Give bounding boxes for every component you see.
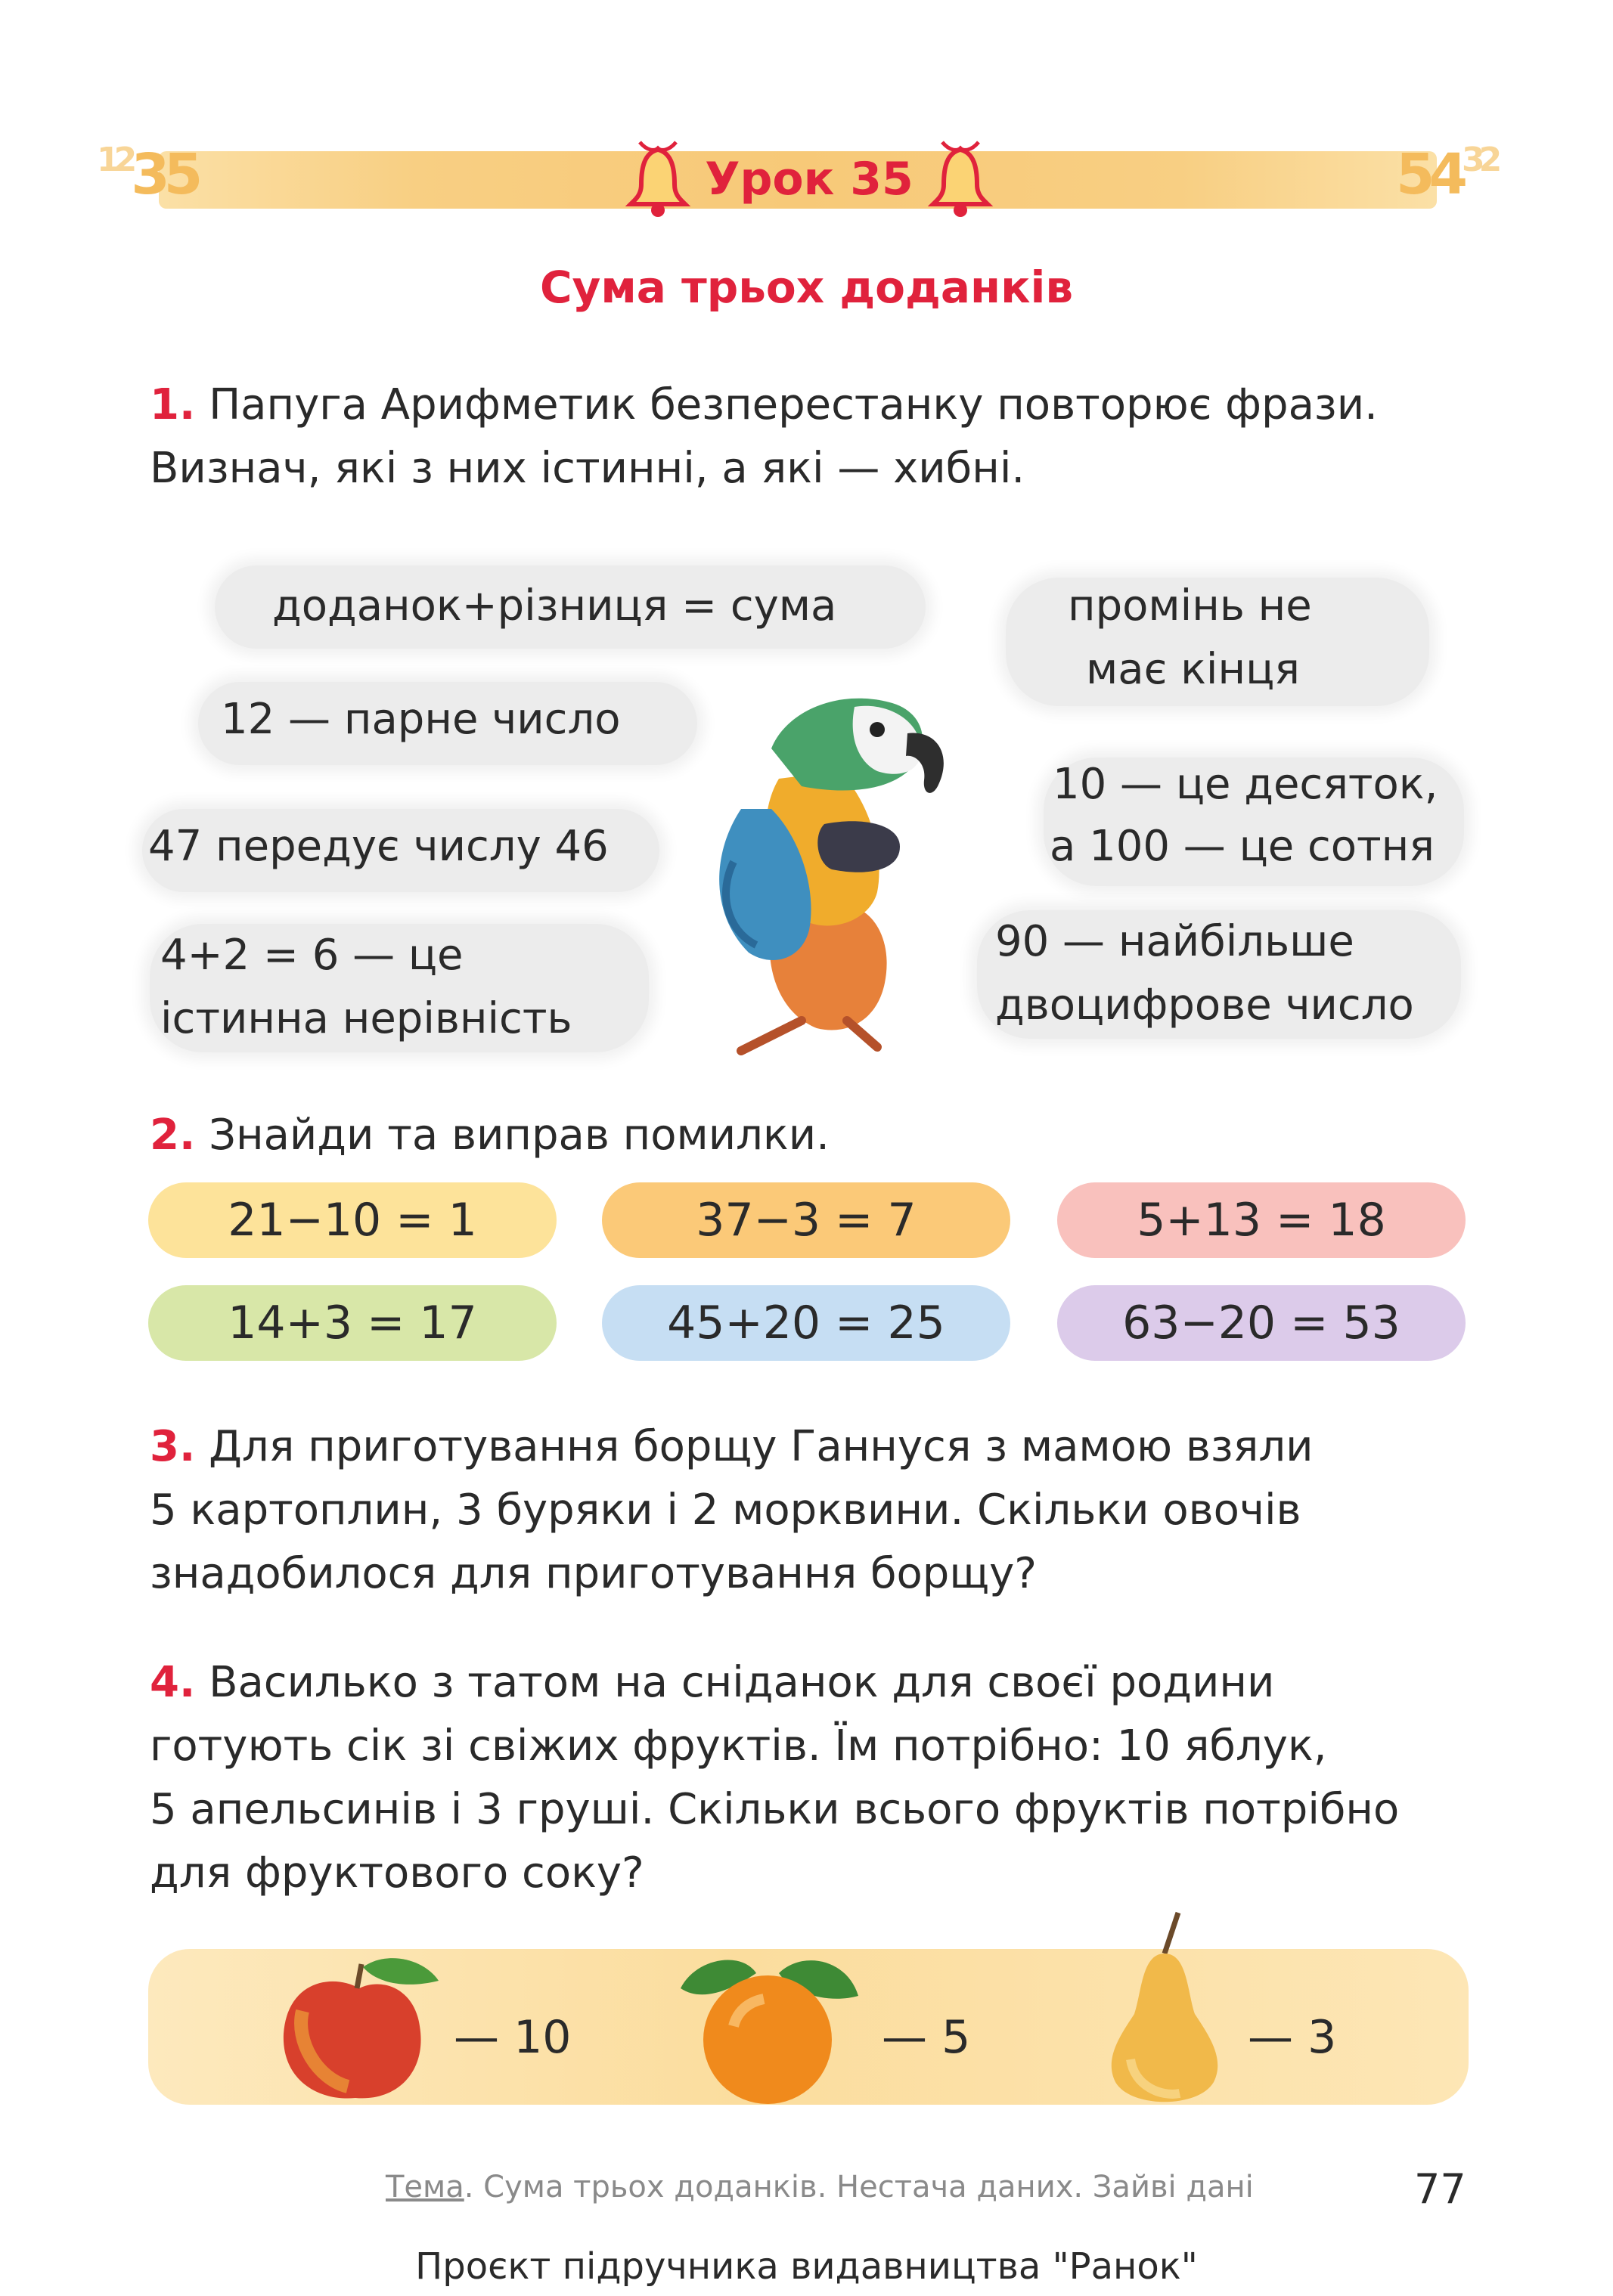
task3-number: 3. [150, 1422, 196, 1471]
equation-pill: 37−3 = 7 [602, 1182, 1010, 1258]
bubble-text: доданок+різниця = сума [272, 581, 837, 631]
page-number: 77 [1414, 2165, 1466, 2213]
header-digits-right: $54^{32}$ [1396, 141, 1497, 207]
pear-icon [1089, 1908, 1240, 2112]
task2-number: 2. [150, 1111, 196, 1160]
task4-line-4: для фруктового соку? [150, 1848, 644, 1898]
orange-icon [665, 1943, 870, 2109]
topic-title: Сума трьох доданків [539, 262, 1074, 313]
bubble-text: 4+2 = 6 — це [160, 931, 464, 980]
task3-line-3: знадобилося для приготування борщу? [150, 1549, 1037, 1598]
task3-line-1: 3. Для приготування борщу Ганнуся з мамою взяли [150, 1422, 1314, 1471]
bubble-text: двоцифрове число [995, 981, 1414, 1030]
task4-line-2: готують сік зі свіжих фруктів. Їм потрібно: 10 яблук, [150, 1721, 1327, 1771]
bubble-text: а 100 — це сотня [1050, 822, 1435, 871]
bubble-text: 10 — це десяток, [1053, 760, 1438, 809]
equation-pill: 45+20 = 25 [602, 1285, 1010, 1361]
lesson-heading [620, 138, 998, 221]
equation-pill: 63−20 = 53 [1057, 1285, 1466, 1361]
equation-pill: 5+13 = 18 [1057, 1182, 1466, 1258]
task1-text [150, 373, 1466, 500]
bubble-text: має кінця [1086, 645, 1300, 694]
pear-count: — 3 [1248, 2011, 1337, 2064]
bubble-text: 47 передує числу 46 [148, 822, 609, 871]
task1-line-2: Визнач, які з них істинні, а які — хибні. [150, 444, 1025, 493]
bell-icon [927, 138, 994, 221]
task1-number: 1. [150, 380, 196, 429]
bell-icon [625, 138, 691, 221]
equation-pill: 14+3 = 17 [148, 1285, 557, 1361]
bubble-text: промінь не [1068, 581, 1312, 631]
equation-pill: 21−10 = 1 [148, 1182, 557, 1258]
bubble-text: істинна нерівність [160, 994, 572, 1043]
footer-topic-text: . Сума трьох доданків. Нестача даних. Зайві дані [464, 2170, 1254, 2205]
task3-text [150, 1415, 1466, 1606]
task2-text: 2. Знайди та виправ помилки. [150, 1111, 830, 1160]
bubble-text: 90 — найбільше [995, 917, 1354, 966]
publisher-credit: Проєкт підручника видавництва "Ранок" [415, 2245, 1198, 2288]
task4-line-1: 4. Василько з татом на сніданок для своєї родини [150, 1658, 1275, 1707]
task4-text [150, 1651, 1466, 1905]
orange-count: — 5 [882, 2011, 971, 2064]
footer-topic [386, 2170, 1254, 2205]
header-digits-left: $^{12}$35 [97, 141, 197, 207]
apple-count: — 10 [454, 2011, 572, 2064]
task1-line-1: 1. Папуга Арифметик безперестанку повторює фрази. [150, 380, 1378, 429]
lesson-title: Урок 35 [705, 153, 914, 206]
parrot-illustration [650, 665, 1044, 1058]
task3-line-2: 5 картоплин, 3 буряки і 2 морквини. Скільки овочів [150, 1486, 1301, 1535]
footer-topic-label: Тема [386, 2170, 464, 2205]
apple-icon [272, 1951, 446, 2109]
task4-number: 4. [150, 1658, 196, 1707]
bubble-text: 12 — парне число [221, 695, 621, 744]
task4-line-3: 5 апельсинів і 3 груші. Скільки всього фруктів потрібно [150, 1785, 1400, 1834]
